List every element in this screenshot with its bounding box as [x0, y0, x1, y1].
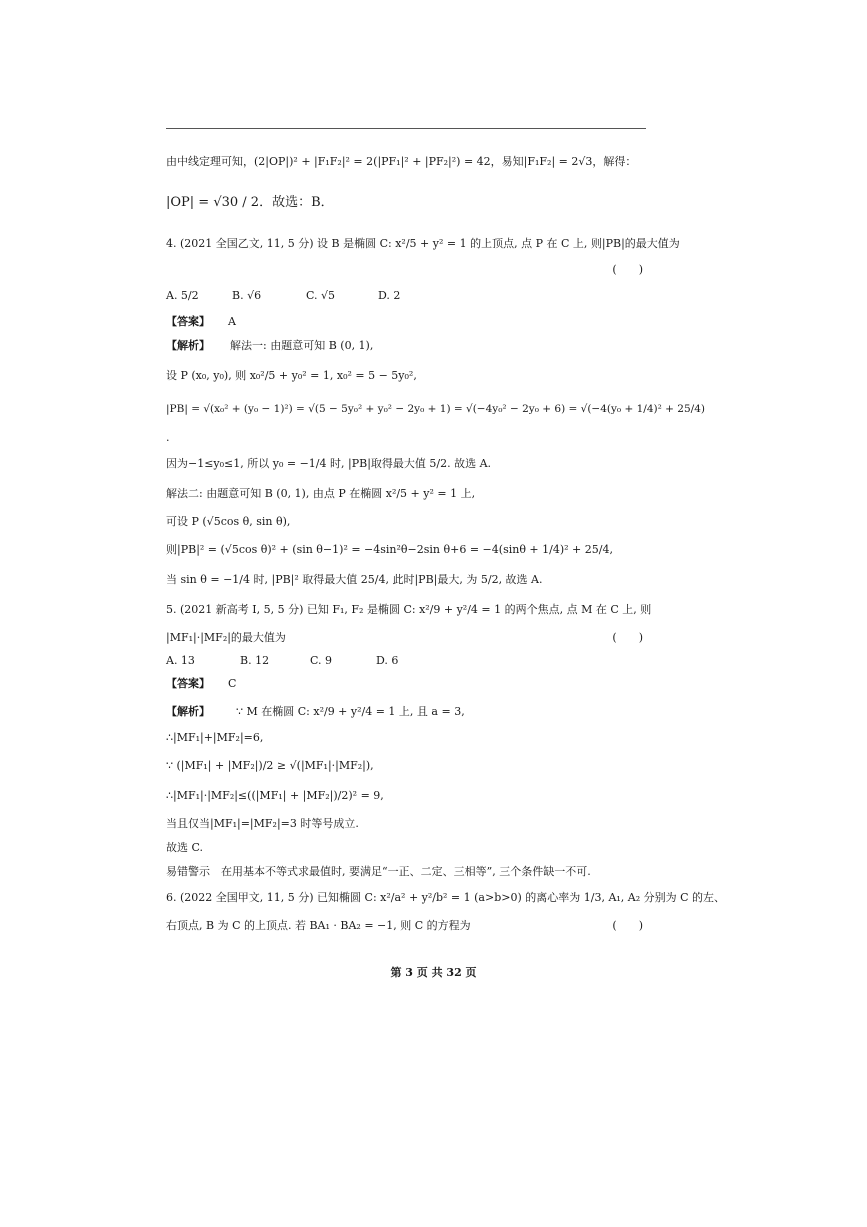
prev-solution-line1: 由中线定理可知，(2|OP|)² + |F₁F₂|² = 2(|PF₁|² + |PF₂|²) = 42，易知|F₁F₂| = 2√3，解得：: [166, 155, 637, 168]
q5-line-5: 当且仅当|MF₁|=|MF₂|=3 时等号成立.: [166, 817, 359, 830]
q6-paren: ( ): [612, 919, 643, 932]
q4-paren: ( ): [612, 263, 643, 276]
q5-line-1: ∵ M 在椭圆 C: x²/9 + y²/4 = 1 上, 且 a = 3,: [236, 705, 465, 718]
q4-option-b: B. √6: [232, 289, 262, 302]
q4-answer-label: 【答案】: [166, 315, 210, 328]
q4-line-9: 当 sin θ = −1/4 时, |PB|² 取得最大值 25/4, 此时|PB|最大, 为 5/2, 故选 A.: [166, 573, 543, 586]
q4-line-5: 因为−1≤y₀≤1, 所以 y₀ = −1/4 时, |PB|取得最大值 5/2. 故选 A.: [166, 457, 492, 470]
header-rule: [166, 128, 646, 129]
q4-analysis-label: 【解析】: [166, 339, 210, 352]
q5-analysis-label: 【解析】: [166, 705, 210, 718]
q6-stem-2: 右顶点, B 为 C 的上顶点. 若 BA₁ · BA₂ = −1, 则 C 的方程为: [166, 919, 471, 932]
q5-answer: C: [228, 677, 237, 690]
q6-stem-1: 6. (2022 全国甲文, 11, 5 分) 已知椭圆 C: x²/a² + y²/b² = 1 (a>b>0) 的离心率为 1/3, A₁, A₂ 分别为 C 的左、: [166, 891, 726, 904]
q4-answer: A: [228, 315, 236, 328]
q5-option-d: D. 6: [376, 654, 399, 667]
q5-line-2: ∴|MF₁|+|MF₂|=6,: [166, 731, 264, 744]
q5-line-3: ∵ (|MF₁| + |MF₂|)/2 ≥ √(|MF₁|·|MF₂|),: [166, 759, 374, 772]
q4-line-7: 可设 P (√5cos θ, sin θ),: [166, 515, 291, 528]
q5-warning: 易错警示 在用基本不等式求最值时, 要满足“一正、二定、三相等”, 三个条件缺一不可.: [166, 865, 591, 878]
q4-line-2: 设 P (x₀, y₀), 则 x₀²/5 + y₀² = 1, x₀² = 5 − 5y₀²,: [166, 369, 417, 382]
q4-line-4: .: [166, 431, 170, 444]
q5-option-a: A. 13: [166, 654, 195, 667]
q4-line-3: |PB| = √(x₀² + (y₀ − 1)²) = √(5 − 5y₀² + y₀² − 2y₀ + 1) = √(−4y₀² − 2y₀ + 6) = √(−4(y₀ + 1/4)² + 25/4): [166, 403, 705, 415]
prev-solution-line2: |OP| = √30 / 2．故选：B．: [166, 195, 334, 210]
q4-option-c: C. √5: [306, 289, 336, 302]
q5-line-4: ∴|MF₁|·|MF₂|≤((|MF₁| + |MF₂|)/2)² = 9,: [166, 789, 384, 802]
q5-option-c: C. 9: [310, 654, 333, 667]
page-footer: 第 3 页 共 32 页: [390, 966, 477, 979]
q4-line-1: 解法一: 由题意可知 B (0, 1),: [230, 339, 374, 352]
q5-line-6: 故选 C.: [166, 841, 204, 854]
q4-stem: 4. (2021 全国乙文, 11, 5 分) 设 B 是椭圆 C: x²/5 + y² = 1 的上顶点, 点 P 在 C 上, 则|PB|的最大值为: [166, 237, 680, 250]
q5-stem-1: 5. (2021 新高考 Ⅰ, 5, 5 分) 已知 F₁, F₂ 是椭圆 C: x²/9 + y²/4 = 1 的两个焦点, 点 M 在 C 上, 则: [166, 603, 652, 616]
q5-stem-2: |MF₁|·|MF₂|的最大值为: [166, 631, 286, 644]
q5-option-b: B. 12: [240, 654, 270, 667]
q4-line-6: 解法二: 由题意可知 B (0, 1), 由点 P 在椭圆 x²/5 + y² = 1 上,: [166, 487, 476, 500]
q4-option-a: A. 5/2: [166, 289, 199, 302]
q4-line-8: 则|PB|² = (√5cos θ)² + (sin θ−1)² = −4sin²θ−2sin θ+6 = −4(sinθ + 1/4)² + 25/4,: [166, 543, 613, 556]
q5-paren: ( ): [612, 631, 643, 644]
q5-answer-label: 【答案】: [166, 677, 210, 690]
q4-option-d: D. 2: [378, 289, 401, 302]
